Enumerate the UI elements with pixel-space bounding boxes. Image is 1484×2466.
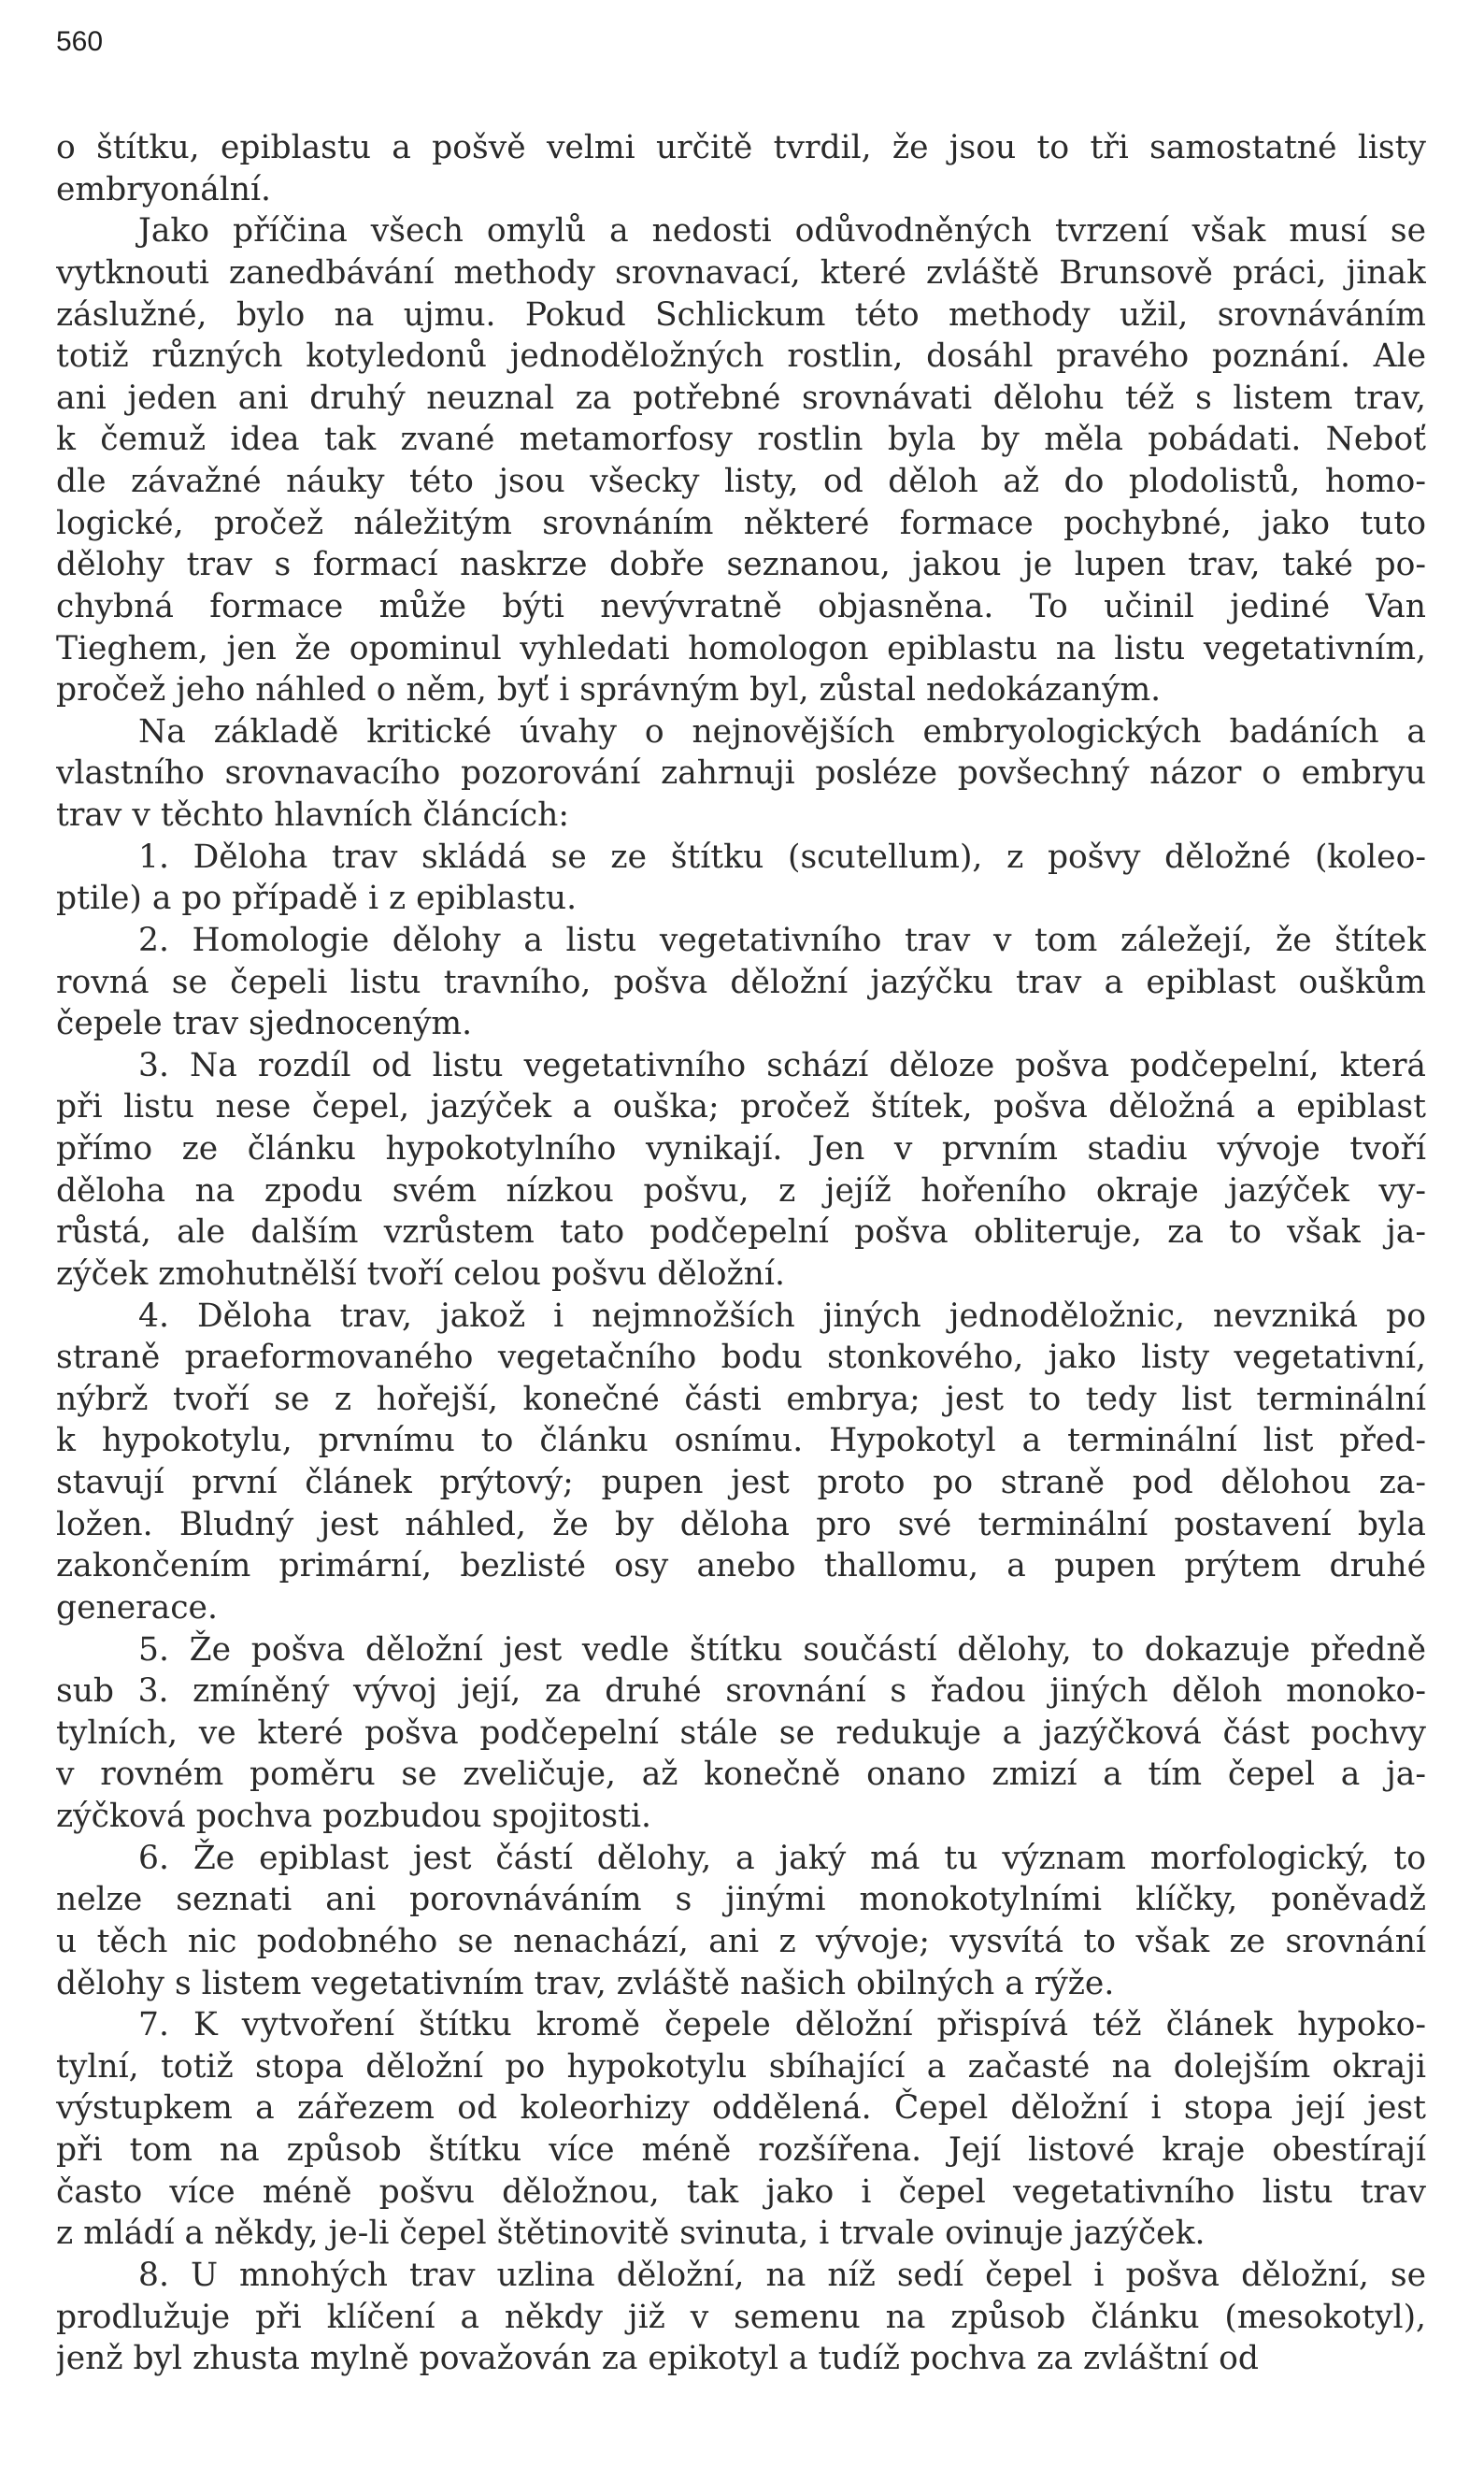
text-line: dle závažné náuky této jsou všecky listy, od děloh až do plodolistů, homo-	[56, 463, 1426, 500]
text-line: totiž různých kotyledonů jednoděložných rostlin, dosáhl pravého poznání. Ale	[56, 337, 1426, 376]
text-line: 6. Že epiblast jest částí dělohy, a jaký má tu význam morfologický, to	[138, 1839, 1426, 1877]
text-line: ptile) a po případě i z epiblastu.	[56, 880, 578, 918]
text-line: Na základě kritické úvahy o nejnovějších embryologických badáních a	[138, 712, 1426, 751]
text-line: zýček zmohutnělší tvoří celou pošvu děložní.	[56, 1255, 785, 1293]
text-line: dělohy s listem vegetativním trav, zvláště našich obilných a rýže.	[56, 1964, 1115, 2002]
paragraph	[56, 837, 1426, 920]
text-line: přímo ze článku hypokotylního vynikají. Jen v prvním stadiu vývoje tvoří	[56, 1130, 1426, 1168]
paragraph	[56, 1045, 1426, 1296]
page-number: 560	[56, 26, 104, 57]
text-line: nýbrž tvoří se z hořejší, konečné části embrya; jest to tedy list terminální	[56, 1380, 1426, 1418]
text-line: z mládí a někdy, je-li čepel štětinovitě svinuta, i trvale ovinuje jazýček.	[56, 2215, 1206, 2253]
text-line: k čemuž idea tak zvané metamorfosy rostlin byla by měla pobádati. Neboť	[56, 421, 1426, 459]
text-line: 8. U mnohých trav uzlina děložní, na níž sedí čepel i pošva děložní, se	[138, 2256, 1426, 2294]
text-line: čepele trav sjednoceným.	[56, 1005, 473, 1043]
text-line: prodlužuje při klíčení a někdy již v semenu na způsob článku (mesokotyl),	[56, 2298, 1426, 2336]
text-line: straně praeformovaného vegetačního bodu stonkového, jako listy vegetativní,	[56, 1339, 1426, 1377]
text-line: vytknouti zanedbávání methody srovnavací, které zvláště Brunsově práci, jinak	[56, 253, 1426, 292]
text-line: 4. Děloha trav, jakož i nejmnožších jiných jednoděložnic, nevzniká po	[138, 1297, 1426, 1335]
text-line: 3. Na rozdíl od listu vegetativního schází děloze pošva podčepelní, která	[138, 1046, 1426, 1084]
paragraph	[56, 2255, 1426, 2380]
text-line: 5. Že pošva děložní jest vedle štítku součástí dělohy, to dokazuje předně	[138, 1630, 1426, 1669]
paragraph	[56, 1838, 1426, 2005]
text-line: vlastního srovnavacího pozorování zahrnuji posléze povšechný názor o embryu	[56, 754, 1426, 793]
text-line: sub 3. zmíněný vývoj její, za druhé srovnání s řadou jiných děloh monoko-	[56, 1672, 1426, 1711]
text-line: ložen. Bludný jest náhled, že by děloha pro své terminální postavení byla	[56, 1505, 1426, 1543]
text-line: generace.	[56, 1588, 218, 1627]
paragraph	[56, 210, 1426, 711]
body-text	[56, 127, 1426, 2380]
text-line: často více méně pošvu děložnou, tak jako i čepel vegetativního listu trav	[56, 2172, 1426, 2211]
text-line: tylních, ve které pošva podčepelní stále se redukuje a jazýčková část pochvy	[56, 1713, 1426, 1752]
paragraph	[56, 711, 1426, 837]
text-line: pročež jeho náhled o něm, byť i správným byl, zůstal nedokázaným.	[56, 671, 1162, 710]
text-line: rovná se čepeli listu travního, pošva děložní jazýčku trav a epiblast ouškům	[56, 963, 1426, 1001]
text-line: tylní, totiž stopa děložní po hypokotylu sbíhající a začasté na dolejším okraji	[56, 2047, 1426, 2086]
text-line: ani jeden ani druhý neuznal za potřebné srovnávati dělohu též s listem trav,	[56, 379, 1426, 417]
text-line: 2. Homologie dělohy a listu vegetativního trav v tom záležejí, že štítek	[138, 921, 1426, 959]
text-line: embryonální.	[56, 170, 272, 208]
text-line: jenž byl zhusta mylně považován za epikotyl a tudíž pochva za zvláštní od	[56, 2340, 1259, 2378]
text-line: při listu nese čepel, jazýček a ouška; pročež štítek, pošva děložná a epiblast	[56, 1088, 1426, 1126]
text-line: zýčková pochva pozbudou spojitosti.	[56, 1798, 651, 1835]
text-line: zakončením primární, bezlisté osy anebo thallomu, a pupen prýtem druhé	[56, 1547, 1426, 1585]
text-line: výstupkem a zářezem od koleorhizy oddělená. Čepel děložní i stopa její jest	[56, 2089, 1426, 2128]
text-line: růstá, ale dalším vzrůstem tato podčepelní pošva obliteruje, za to však ja-	[56, 1213, 1426, 1252]
paragraph	[56, 1296, 1426, 1629]
text-line: dělohy trav s formací naskrze dobře seznanou, jakou je lupen trav, také po-	[56, 546, 1426, 584]
text-line: k hypokotylu, prvnímu to článku osnímu. Hypokotyl a terminální list před-	[56, 1422, 1426, 1460]
text-line: o štítku, epiblastu a pošvě velmi určitě tvrdil, že jsou to tři samostatné listy	[56, 129, 1426, 166]
text-line: chybná formace může býti nevývratně objasněna. To učinil jediné Van	[56, 587, 1426, 625]
text-line: děloha na zpodu svém nízkou pošvu, z jejíž hořeního okraje jazýček vy-	[56, 1171, 1426, 1210]
text-line: záslužné, bylo na ujmu. Pokud Schlickum této methody užil, srovnáváním	[56, 295, 1426, 334]
paragraph	[56, 2004, 1426, 2255]
text-line: logické, pročež náležitým srovnáním některé formace pochybné, jako tuto	[56, 504, 1426, 542]
text-line: trav v těchto hlavních článcích:	[56, 796, 570, 834]
text-line: stavují první článek prýtový; pupen jest proto po straně pod dělohou za-	[56, 1464, 1426, 1501]
paragraph	[56, 127, 1426, 210]
text-line: Jako příčina všech omylů a nedosti odůvodněných tvrzení však musí se	[138, 212, 1426, 251]
text-line: nelze seznati ani porovnáváním s jinými monokotylními klíčky, poněvadž	[56, 1881, 1426, 1919]
paragraph	[56, 920, 1426, 1045]
text-line: 7. K vytvoření štítku kromě čepele děložní přispívá též článek hypoko-	[138, 2006, 1426, 2044]
text-line: při tom na způsob štítku více méně rozšířena. Její listové kraje obestírají	[56, 2131, 1426, 2169]
text-line: v rovném poměru se zveličuje, až konečně onano zmizí a tím čepel a ja-	[56, 1756, 1426, 1794]
paragraph	[56, 1629, 1426, 1838]
text-line: u těch nic podobného se nenachází, ani z vývoje; vysvítá to však ze srovnání	[56, 1922, 1426, 1960]
text-line: Tieghem, jen že opominul vyhledati homologon epiblastu na listu vegetativním,	[56, 629, 1426, 667]
text-line: 1. Děloha trav skládá se ze štítku (scutellum), z pošvy děložné (koleo-	[138, 838, 1426, 876]
